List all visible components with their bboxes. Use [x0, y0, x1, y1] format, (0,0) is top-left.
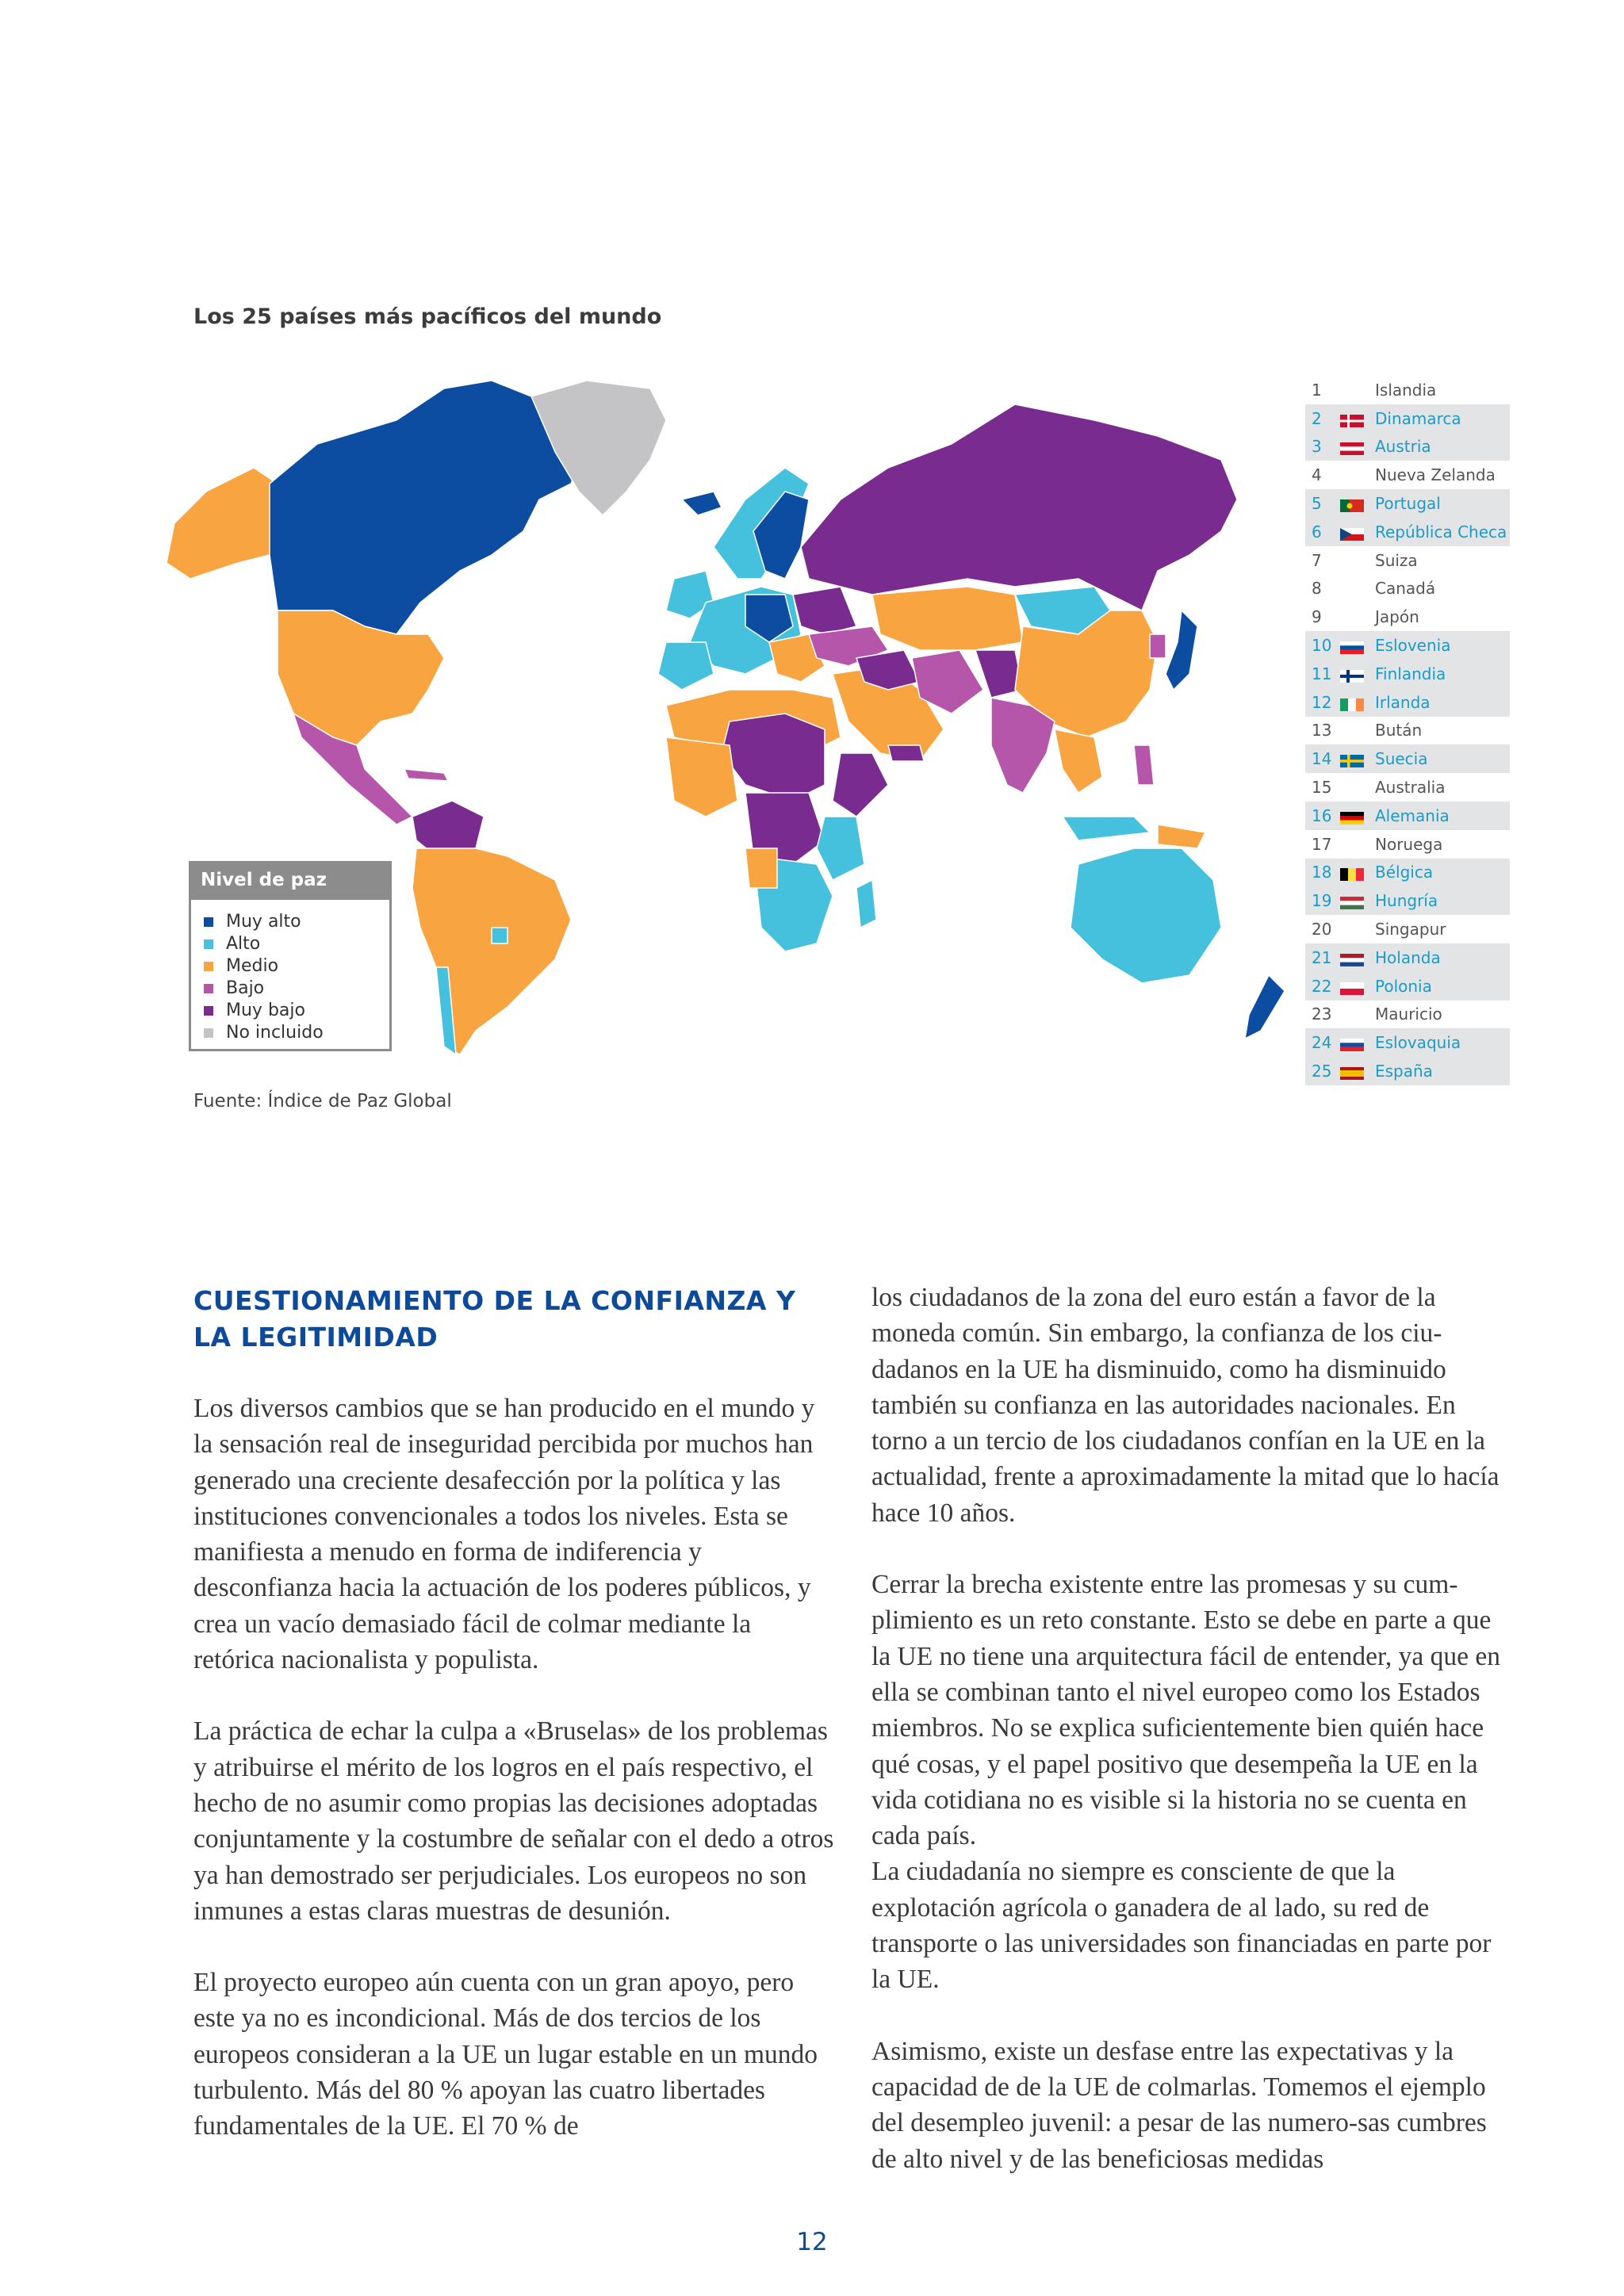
rank-country: Singapur — [1375, 920, 1446, 939]
rank-number: 7 — [1312, 550, 1322, 570]
rank-country: Suecia — [1375, 749, 1428, 769]
ranking-row — [1305, 376, 1510, 404]
rank-country: España — [1375, 1062, 1433, 1081]
rank-country: República Checa — [1375, 522, 1507, 541]
flag-de-icon — [1340, 809, 1364, 822]
rank-number: 19 — [1312, 891, 1332, 911]
region-japan — [1166, 610, 1197, 690]
region-iceland — [682, 492, 722, 515]
ranking-row — [1305, 915, 1510, 943]
map-title: Los 25 países más pacíficos del mundo — [193, 304, 662, 329]
region-png — [1158, 825, 1205, 848]
paragraph: Asimismo, existe un desfase entre las expectativas y la capacidad de de la UE de colmarlas. Tomemos el ejemplo del desempleo juvenil: a pesar de las numero-sas cumbres de alto nivel y de las beneficiosas medidas — [871, 2036, 1487, 2174]
rank-number: 9 — [1312, 607, 1322, 627]
legend-label: Bajo — [226, 978, 265, 998]
rank-number: 20 — [1312, 920, 1332, 939]
flag-nl-icon — [1340, 951, 1364, 964]
flag-si-icon — [1340, 639, 1364, 652]
region-ukraine — [793, 587, 856, 634]
rank-number: 13 — [1312, 721, 1332, 740]
page-number: 12 — [796, 2228, 828, 2256]
legend-swatch — [204, 984, 213, 993]
region-indonesia — [1063, 817, 1150, 840]
ranking-row — [1305, 859, 1510, 887]
rank-country: Eslovaquia — [1375, 1033, 1461, 1053]
rank-country: Eslovenia — [1375, 636, 1451, 656]
legend-label: Muy alto — [226, 912, 301, 932]
ranking-row — [1305, 717, 1510, 745]
region-west-africa — [666, 737, 737, 817]
rank-number: 25 — [1312, 1062, 1332, 1081]
region-canada — [270, 381, 587, 634]
flag-be-icon — [1340, 866, 1364, 878]
legend-item — [204, 955, 389, 978]
flag-cz-icon — [1340, 526, 1364, 538]
rank-number: 18 — [1312, 863, 1332, 882]
rank-country: Nueva Zelanda — [1375, 465, 1496, 485]
flag-pt-icon — [1340, 497, 1364, 510]
rank-country: Portugal — [1375, 494, 1441, 514]
legend-swatch — [204, 917, 213, 927]
legend-swatch — [204, 1028, 213, 1038]
ranking-row — [1305, 773, 1510, 802]
region-sahel — [722, 714, 825, 801]
region-yemen — [888, 745, 924, 761]
ranking-row — [1305, 688, 1510, 717]
rank-country: Bután — [1375, 721, 1423, 740]
flag-ie-icon — [1340, 696, 1364, 709]
map-source: Fuente: Índice de Paz Global — [193, 1091, 452, 1112]
legend-item — [204, 933, 389, 955]
rank-country: Mauricio — [1375, 1004, 1442, 1024]
flag-pl-icon — [1340, 980, 1364, 993]
ranking-row — [1305, 886, 1510, 915]
rank-number: 10 — [1312, 636, 1332, 656]
ranking-row — [1305, 660, 1510, 688]
ranking-row — [1305, 631, 1510, 660]
ranking-row — [1305, 943, 1510, 972]
legend-list — [191, 900, 389, 1044]
rank-country: Suiza — [1375, 550, 1418, 570]
ranking-row — [1305, 518, 1510, 546]
region-south-america — [412, 848, 571, 1054]
legend-swatch — [204, 939, 213, 949]
ranking-row — [1305, 1057, 1510, 1085]
legend-title: Nivel de paz — [191, 863, 389, 900]
region-east-africa — [817, 817, 864, 880]
rank-country: Hungría — [1375, 891, 1438, 911]
region-korea — [1150, 634, 1166, 658]
rank-number: 22 — [1312, 976, 1332, 996]
rank-number: 16 — [1312, 806, 1332, 825]
ranking-row — [1305, 461, 1510, 489]
rank-number: 8 — [1312, 579, 1322, 599]
paragraph: Los diversos cambios que se han producido en el mundo y la sensación real de inseguridad percibida por muchos han generado una creciente desafección por la política y las instituciones convencionales a todos los niveles. Esta se manifiesta a menudo en forma de indiferencia y desconfianza hacia la actuación de los poderes públicos, y crea un vacío demasiado fácil de colmar mediante la retórica nacionalista y populista. — [193, 1394, 815, 1675]
legend-label: Muy bajo — [226, 1001, 305, 1020]
rank-country: Austria — [1375, 437, 1431, 457]
legend-item — [204, 978, 389, 1000]
rank-country: Irlanda — [1375, 692, 1431, 712]
region-alaska — [167, 468, 278, 579]
region-madagascar — [856, 880, 876, 928]
rank-number: 6 — [1312, 522, 1322, 541]
rank-number: 21 — [1312, 947, 1332, 967]
ranking-row — [1305, 546, 1510, 575]
ranking-row — [1305, 744, 1510, 773]
region-uruguay — [492, 928, 508, 943]
ranking-row — [1305, 802, 1510, 830]
region-kazakhstan — [872, 587, 1023, 650]
paragraph: La práctica de echar la culpa a «Bruselas» de los problemas y atribuirse el mérito de los logros en el país respectivo, el hecho de no asumir como propias las decisiones adoptadas conjuntamente y la costumbre de señalar con el dedo a otros ya han demostrado ser perjudiciales. Los europeos no son inmunes a estas claras muestras de desunión. — [193, 1716, 834, 1926]
region-new-zealand — [1245, 975, 1285, 1039]
flag-sk-icon — [1340, 1036, 1364, 1049]
region-iberia — [658, 642, 714, 690]
map-legend — [189, 861, 392, 1051]
region-russia — [801, 404, 1237, 610]
rank-number: 17 — [1312, 834, 1332, 854]
rank-country: Canadá — [1375, 579, 1436, 599]
ranking-row — [1305, 575, 1510, 603]
flag-fi-icon — [1340, 668, 1364, 680]
region-horn-africa — [833, 753, 888, 817]
rank-country: Polonia — [1375, 976, 1432, 996]
ranking-row — [1305, 603, 1510, 631]
rank-number: 24 — [1312, 1033, 1332, 1053]
rank-number: 11 — [1312, 664, 1332, 683]
legend-item — [204, 911, 389, 933]
rank-number: 14 — [1312, 749, 1332, 769]
legend-swatch — [204, 1006, 213, 1016]
legend-label: No incluido — [226, 1023, 324, 1043]
region-australia — [1071, 848, 1221, 983]
ranking-row — [1305, 830, 1510, 859]
region-philippines — [1134, 745, 1154, 785]
rank-country: Australia — [1375, 778, 1446, 798]
flag-dk-icon — [1340, 412, 1364, 425]
ranking-row — [1305, 1028, 1510, 1057]
rank-number: 15 — [1312, 778, 1332, 798]
region-se-asia — [1055, 729, 1102, 793]
flag-es-icon — [1340, 1065, 1364, 1077]
article-left-column — [193, 1283, 836, 2180]
rank-country: Finlandia — [1375, 664, 1446, 683]
article-right-column — [871, 1280, 1514, 2213]
rank-number: 3 — [1312, 437, 1322, 457]
rank-country: Bélgica — [1375, 863, 1434, 882]
rank-country: Dinamarca — [1375, 408, 1461, 428]
rank-number: 23 — [1312, 1004, 1332, 1024]
paragraph: Cerrar la brecha existente entre las promesas y su cum-plimiento es un reto constante. Esto se debe en parte a que la UE no tiene una arquitectura fácil de entender, ya que en ella se combinan tanto el nivel europeo como los Estados miembros. No se explica suficientemente bien quién hace qué cosas, y el papel positivo que desempeña la UE en la vida cotidiana no es visible si la historia no se cuenta en cada país. — [871, 1570, 1500, 1851]
article-heading: CUESTIONAMIENTO DE LA CONFIANZA Y LA LEGITIMIDAD — [193, 1285, 796, 1353]
rank-number: 5 — [1312, 494, 1322, 514]
paragraph: los ciudadanos de la zona del euro están a favor de la moneda común. Sin embargo, la confianza de los ciu-dadanos en la UE ha disminuido, como ha disminuido también su confianza en las autoridades nacionales. En torno a un tercio de los ciudadanos confían en la UE en la actualidad, frente a aproximadamente la mitad que lo hacía hace 10 años. — [871, 1283, 1500, 1528]
legend-item — [204, 1022, 389, 1044]
peace-ranking-list — [1305, 376, 1510, 1085]
rank-number: 1 — [1312, 380, 1322, 400]
legend-item — [204, 1000, 389, 1022]
flag-se-icon — [1340, 752, 1364, 765]
ranking-row — [1305, 489, 1510, 518]
legend-swatch — [204, 962, 213, 971]
rank-country: Noruega — [1375, 834, 1443, 854]
ranking-row — [1305, 433, 1510, 461]
legend-label: Alto — [226, 934, 261, 954]
paragraph: El proyecto europeo aún cuenta con un gran apoyo, pero este ya no es incondicional. Más de dos tercios de los europeos consideran a la UE un lugar estable en un mundo turbulento. Más del 80 % apoyan las cuatro libertades fundamentales de la UE. El 70 % de — [193, 1968, 818, 2141]
ranking-row — [1305, 1001, 1510, 1029]
rank-country: Islandia — [1375, 380, 1437, 400]
ranking-row — [1305, 404, 1510, 433]
rank-country: Holanda — [1375, 947, 1441, 967]
rank-number: 4 — [1312, 465, 1322, 485]
flag-hu-icon — [1340, 894, 1364, 907]
rank-number: 12 — [1312, 692, 1332, 712]
rank-country: Alemania — [1375, 806, 1450, 825]
legend-label: Medio — [226, 956, 279, 976]
ranking-row — [1305, 972, 1510, 1001]
rank-country: Japón — [1375, 607, 1419, 627]
flag-at-icon — [1340, 440, 1364, 453]
region-angola — [745, 848, 777, 888]
paragraph: La ciudadanía no siempre es consciente de que la explotación agrícola o ganadera de al lado, su red de transporte o las universidades son financiadas en parte por la UE. — [871, 1857, 1492, 1995]
rank-number: 2 — [1312, 408, 1322, 428]
region-caribbean — [404, 769, 448, 781]
